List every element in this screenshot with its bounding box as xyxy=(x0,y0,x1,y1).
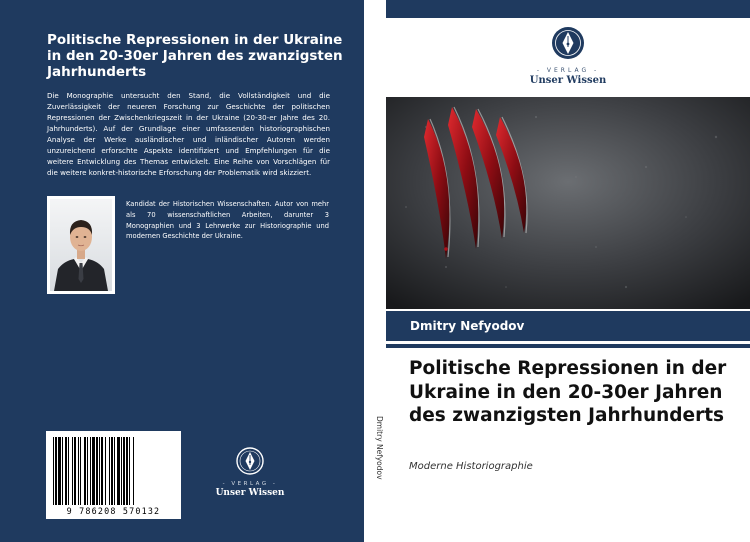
front-publisher-logo xyxy=(524,26,612,86)
barcode-bar xyxy=(105,437,106,505)
barcode-bar xyxy=(62,437,63,505)
barcode-bar xyxy=(65,437,67,505)
isbn-barcode xyxy=(46,431,181,519)
front-series-name: Moderne Historiographie xyxy=(409,461,533,472)
barcode-bar xyxy=(74,437,76,505)
author-portrait-photo xyxy=(47,196,115,294)
front-divider-rule xyxy=(386,344,750,348)
barcode-bar xyxy=(111,437,113,505)
barcode-bar xyxy=(87,437,88,505)
barcode-bar xyxy=(53,437,54,505)
barcode-bar xyxy=(96,437,98,505)
barcode-bar xyxy=(117,437,120,505)
barcode-bar xyxy=(92,437,95,505)
barcode-bar xyxy=(109,437,110,505)
barcode-bar xyxy=(114,437,115,505)
barcode-bar xyxy=(121,437,122,505)
front-top-bar xyxy=(386,0,750,18)
front-author-bar xyxy=(386,311,750,341)
claw-scratch-artwork xyxy=(386,97,750,309)
barcode-bar xyxy=(99,437,100,505)
fountain-pen-nib-logo-icon xyxy=(551,26,585,60)
back-cover-blurb: Die Monographie untersucht den Stand, die Vollständigkeit und die Zuverlässigkeit der neueren Forschung zur Geschichte der politischen Repressionen der Zwischenkriegszeit in der Ukraine (20-30-er Jahre des 20. Jahrhunderts). Auf der Grundlage einer umfassenden historiographischen Analyse der Werke ausländischer und inländischer Autoren werden unzureichend erforschte Aspekte identifiziert und Empfehlungen für die weitere Entwicklung des Themas entwickelt. Eine Reihe von Vorschlägen für die weitere konkret-historische Erforschung der Problematik wird skizziert. xyxy=(47,91,330,177)
front-logo-verlag: - VERLAG - xyxy=(536,67,600,74)
barcode-bar xyxy=(123,437,125,505)
author-biography: Kandidat der Historischen Wissenschaften. Autor von mehr als 70 wissenschaftlichen Arbeiten, darunter 3 Monographien und 3 Lehrwerke zur Historiographie und modernen Geschichte der Ukraine. xyxy=(126,200,329,241)
front-book-title: Politische Repressionen in der Ukraine in den 20-30er Jahren des zwanzigsten Jahrhunderts xyxy=(409,358,727,426)
back-cover xyxy=(0,0,364,542)
barcode-bar xyxy=(101,437,103,505)
back-cover-title: Politische Repressionen in der Ukraine in den 20-30er Jahren des zwanzigsten Jahrhunderts xyxy=(47,32,343,80)
front-logo-name: Unser Wissen xyxy=(529,75,607,86)
barcode-bar xyxy=(90,437,91,505)
spine-author: Dmitry Nefyodov xyxy=(375,416,384,480)
isbn-number: 9 786208 570132 xyxy=(66,506,161,516)
back-logo-name: Unser Wissen xyxy=(215,488,285,498)
back-publisher-logo xyxy=(213,447,287,498)
back-logo-verlag: - VERLAG - xyxy=(222,481,278,487)
barcode-bar xyxy=(84,437,86,505)
barcode-bar xyxy=(68,437,69,505)
barcode-bar xyxy=(126,437,128,505)
barcode-icon xyxy=(52,437,175,505)
barcode-bar xyxy=(80,437,81,505)
front-cover xyxy=(386,0,750,542)
barcode-bar xyxy=(72,437,73,505)
barcode-bar xyxy=(133,437,134,505)
author-portrait-image xyxy=(50,199,112,291)
barcode-bar xyxy=(78,437,79,505)
fountain-pen-nib-logo-icon xyxy=(236,447,264,475)
barcode-bar xyxy=(129,437,130,505)
barcode-bar xyxy=(55,437,57,505)
front-author-name: Dmitry Nefyodov xyxy=(410,319,525,333)
barcode-bar xyxy=(58,437,61,505)
book-spine xyxy=(364,0,386,542)
